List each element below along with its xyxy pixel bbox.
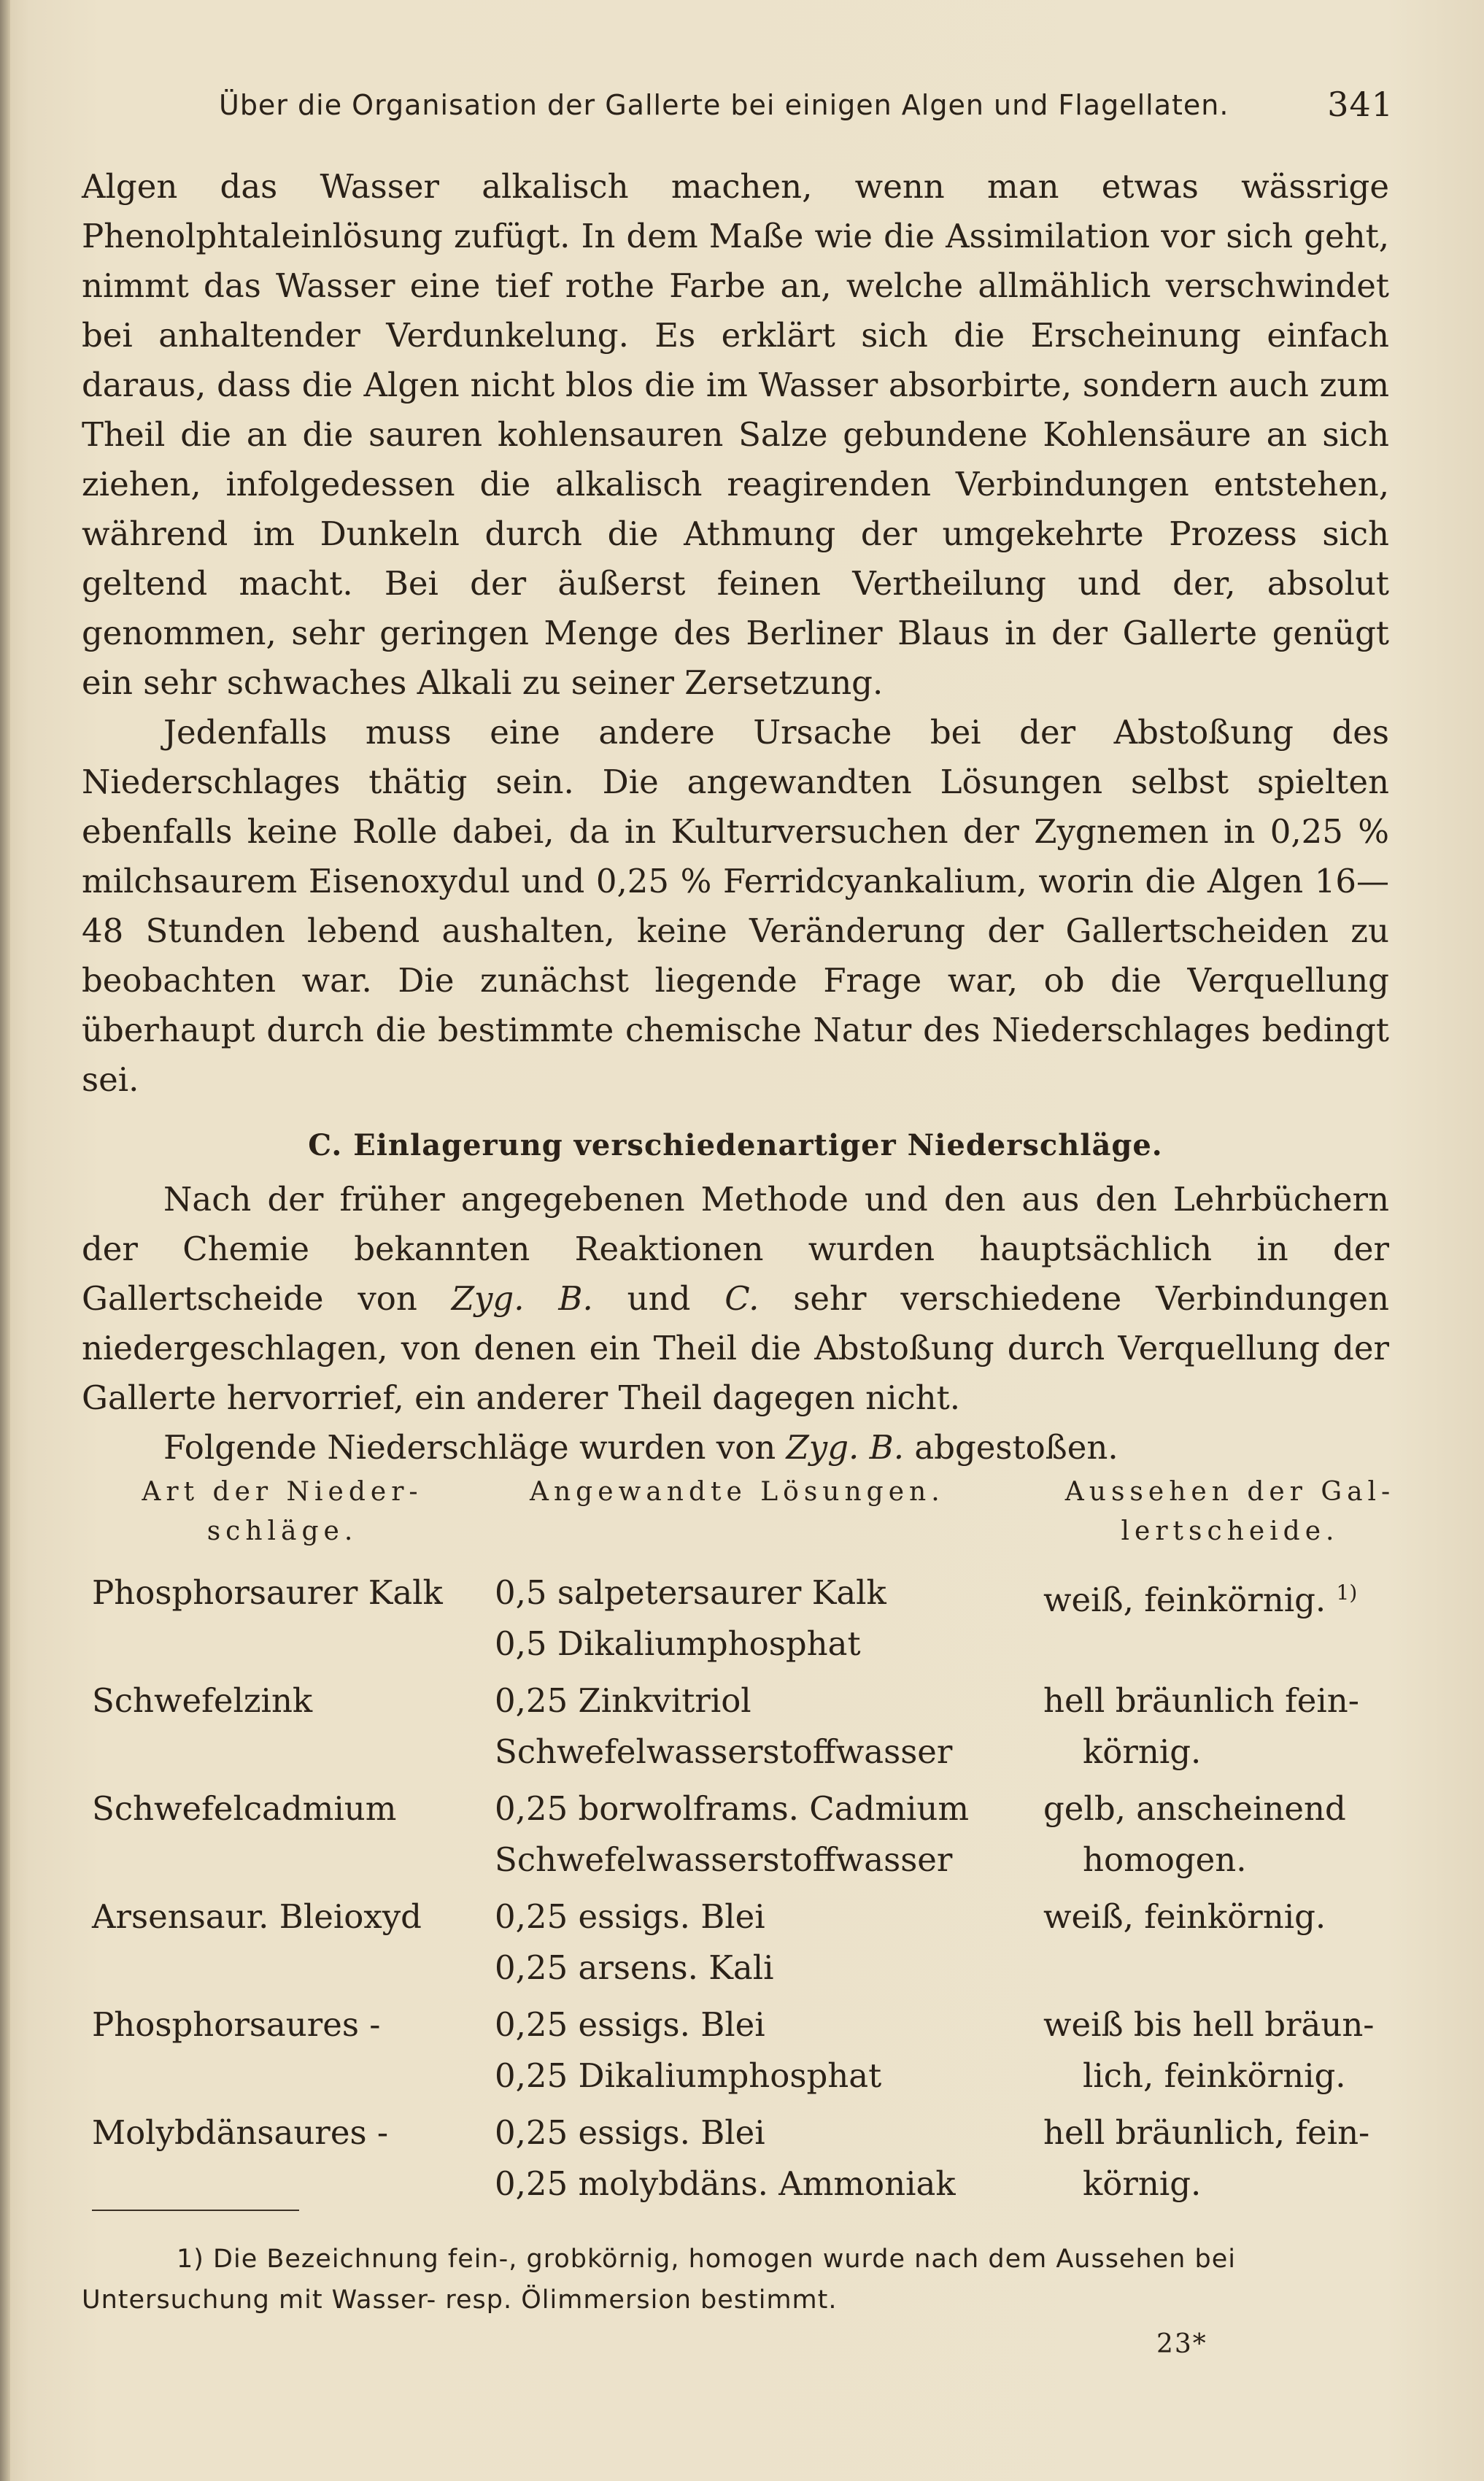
cell-aussehen-1: gelb, anscheinend <box>1043 1789 1346 1828</box>
table-row <box>92 1675 1412 1783</box>
table-row <box>92 1567 1412 1675</box>
footnote-line-1: 1) Die Bezeichnung fein-, grobkörnig, homogen wurde nach dem Aussehen bei <box>177 2245 1236 2274</box>
section-heading: C. Einlagerung verschiedenartiger Niederschläge. <box>308 1128 1163 1162</box>
cell-loesungen <box>495 1675 1005 1778</box>
cell-art: Schwefelcadmium <box>92 1789 397 1828</box>
page-spine-shadow <box>0 0 10 2481</box>
paragraph-4 <box>82 1423 1389 1473</box>
table-header <box>92 1473 1412 1567</box>
cell-art: Molybdänsaures - <box>92 2113 389 2152</box>
cell-aussehen-1: hell bräunlich, fein- <box>1043 2113 1370 2152</box>
paragraph-3 <box>82 1175 1389 1423</box>
paragraph-4-text-b: abgestoßen. <box>904 1428 1118 1467</box>
header-aussehen <box>1040 1473 1420 1551</box>
cell-loesungen <box>495 1891 1005 1994</box>
cell-aussehen-2: lich, feinkörnig. <box>1083 2056 1346 2095</box>
cell-loesung-2: 0,25 Dikaliumphosphat <box>495 2056 882 2095</box>
cell-loesung-1: 0,25 Zinkvitriol <box>495 1681 751 1720</box>
cell-loesung-1: 0,25 borwolframs. Cadmium <box>495 1789 970 1828</box>
table-row <box>92 1783 1412 1891</box>
cell-aussehen-1: weiß bis hell bräun- <box>1043 2005 1375 2044</box>
footnote <box>82 2239 1395 2320</box>
header-art-line2: schläge. <box>206 1516 358 1546</box>
cell-loesung-2: Schwefelwasserstoffwasser <box>495 1840 953 1879</box>
cell-art: Arsensaur. Bleioxyd <box>92 1897 422 1936</box>
footnote-line-2: Untersuchung mit Wasser- resp. Ölimmersion bestimmt. <box>82 2285 838 2315</box>
signature-mark: 23* <box>1156 2329 1207 2359</box>
cell-loesung-2: 0,25 molybdäns. Ammoniak <box>495 2164 956 2203</box>
cell-aussehen <box>1043 1891 1408 1942</box>
header-loesungen: Angewandte Lösungen. <box>530 1477 945 1507</box>
cell-loesung-2: 0,25 arsens. Kali <box>495 1948 774 1987</box>
running-header <box>219 85 1394 140</box>
main-text <box>82 162 1389 1473</box>
paragraph-4-text-a: Folgende Niederschläge wurden von <box>163 1428 787 1467</box>
cell-aussehen-2: körnig. <box>1083 1732 1202 1771</box>
cell-art: Phosphorsaures - <box>92 2005 381 2044</box>
cell-art: Phosphorsaurer Kalk <box>92 1573 443 1612</box>
header-art-line1: Art der Nieder- <box>142 1477 423 1507</box>
header-art <box>111 1473 454 1551</box>
cell-aussehen-2: homogen. <box>1083 1840 1247 1879</box>
cell-aussehen-1: weiß, feinkörnig. <box>1043 1897 1326 1936</box>
cell-loesung-1: 0,5 salpetersaurer Kalk <box>495 1573 886 1612</box>
cell-loesung-1: 0,25 essigs. Blei <box>495 2005 765 2044</box>
running-title: Über die Organisation der Gallerte bei einigen Algen und Flagellaten. <box>219 89 1229 121</box>
table-row <box>92 2107 1412 2215</box>
cell-aussehen-2: körnig. <box>1083 2164 1202 2203</box>
cell-aussehen <box>1043 1675 1408 1778</box>
cell-aussehen <box>1043 1999 1408 2102</box>
paragraph-3-text-b: und <box>592 1279 725 1318</box>
cell-loesungen <box>495 2107 1005 2210</box>
cell-aussehen <box>1043 1567 1408 1626</box>
header-aussehen-line2: lertscheide. <box>1121 1516 1340 1546</box>
species-zyg-b: Zyg. B. <box>451 1279 593 1318</box>
table-row <box>92 1999 1412 2107</box>
paragraph-3-text-a: Nach der früher angegebenen Methode und den aus den Lehrbüchern der Chemie bekannten Reaktionen wurden hauptsächlich in der Gallertscheide von <box>82 1180 1389 1318</box>
cell-aussehen <box>1043 2107 1408 2210</box>
paragraph-2: Jedenfalls muss eine andere Ursache bei der Abstoßung des Niederschlages thätig sein. Die angewandten Lösungen selbst spielten ebenfalls keine Rolle dabei, da in Kulturversuchen der Zygnemen in 0,25 % milchsaurem Eisenoxydul und 0,25 % Ferridcyankalium, worin die Algen 16—48 Stunden lebend aushalten, keine Veränderung der Gallertscheiden zu beobachten war. Die zunächst liegende Frage war, ob die Verquellung überhaupt durch die bestimmte chemische Natur des Niederschlages bedingt sei. <box>82 713 1389 1099</box>
cell-loesung-1: 0,25 essigs. Blei <box>495 2113 765 2152</box>
table-row <box>92 1891 1412 1999</box>
cell-art: Schwefelzink <box>92 1681 313 1720</box>
precipitate-table <box>92 1473 1412 2215</box>
header-aussehen-line1: Aussehen der Gal- <box>1064 1477 1396 1507</box>
cell-aussehen <box>1043 1783 1408 1886</box>
cell-loesung-2: 0,5 Dikaliumphosphat <box>495 1624 861 1663</box>
species-c: C. <box>724 1279 760 1318</box>
footnote-ref: 1) <box>1336 1581 1358 1605</box>
page-number: 341 <box>1327 85 1394 124</box>
cell-loesungen <box>495 1783 1005 1886</box>
cell-loesungen <box>495 1567 1005 1670</box>
cell-aussehen-1: hell bräunlich fein- <box>1043 1681 1359 1720</box>
cell-loesung-1: 0,25 essigs. Blei <box>495 1897 765 1936</box>
footnote-divider <box>92 2210 299 2211</box>
cell-aussehen-1: weiß, feinkörnig. <box>1043 1581 1326 1619</box>
paragraph-1: Algen das Wasser alkalisch machen, wenn man etwas wässrige Phenolphtaleinlösung zufügt. In dem Maße wie die Assimilation vor sich geht, nimmt das Wasser eine tief rothe Farbe an, welche allmählich verschwindet bei anhaltender Verdunkelung. Es erklärt sich die Erscheinung einfach daraus, dass die Algen nicht blos die im Wasser absorbirte, sondern auch zum Theil die an die sauren kohlensauren Salze gebundene Kohlensäure an sich ziehen, infolgedessen die alkalisch reagirenden Verbindungen entstehen, während im Dunkeln durch die Athmung der umgekehrte Prozess sich geltend macht. Bei der äußerst feinen Vertheilung und der, absolut genommen, sehr geringen Menge des Berliner Blaus in der Gallerte genügt ein sehr schwaches Alkali zu seiner Zersetzung. <box>82 167 1389 702</box>
cell-loesung-2: Schwefelwasserstoffwasser <box>495 1732 953 1771</box>
species-zyg-b-2: Zyg. B. <box>786 1428 905 1467</box>
cell-loesungen <box>495 1999 1005 2102</box>
paragraph-3-text-c: sehr verschiedene Verbindungen niedergeschlagen, von denen ein Theil die Abstoßung durch Verquellung der Gallerte hervorrief, ein anderer Theil dagegen nicht. <box>82 1279 1389 1417</box>
